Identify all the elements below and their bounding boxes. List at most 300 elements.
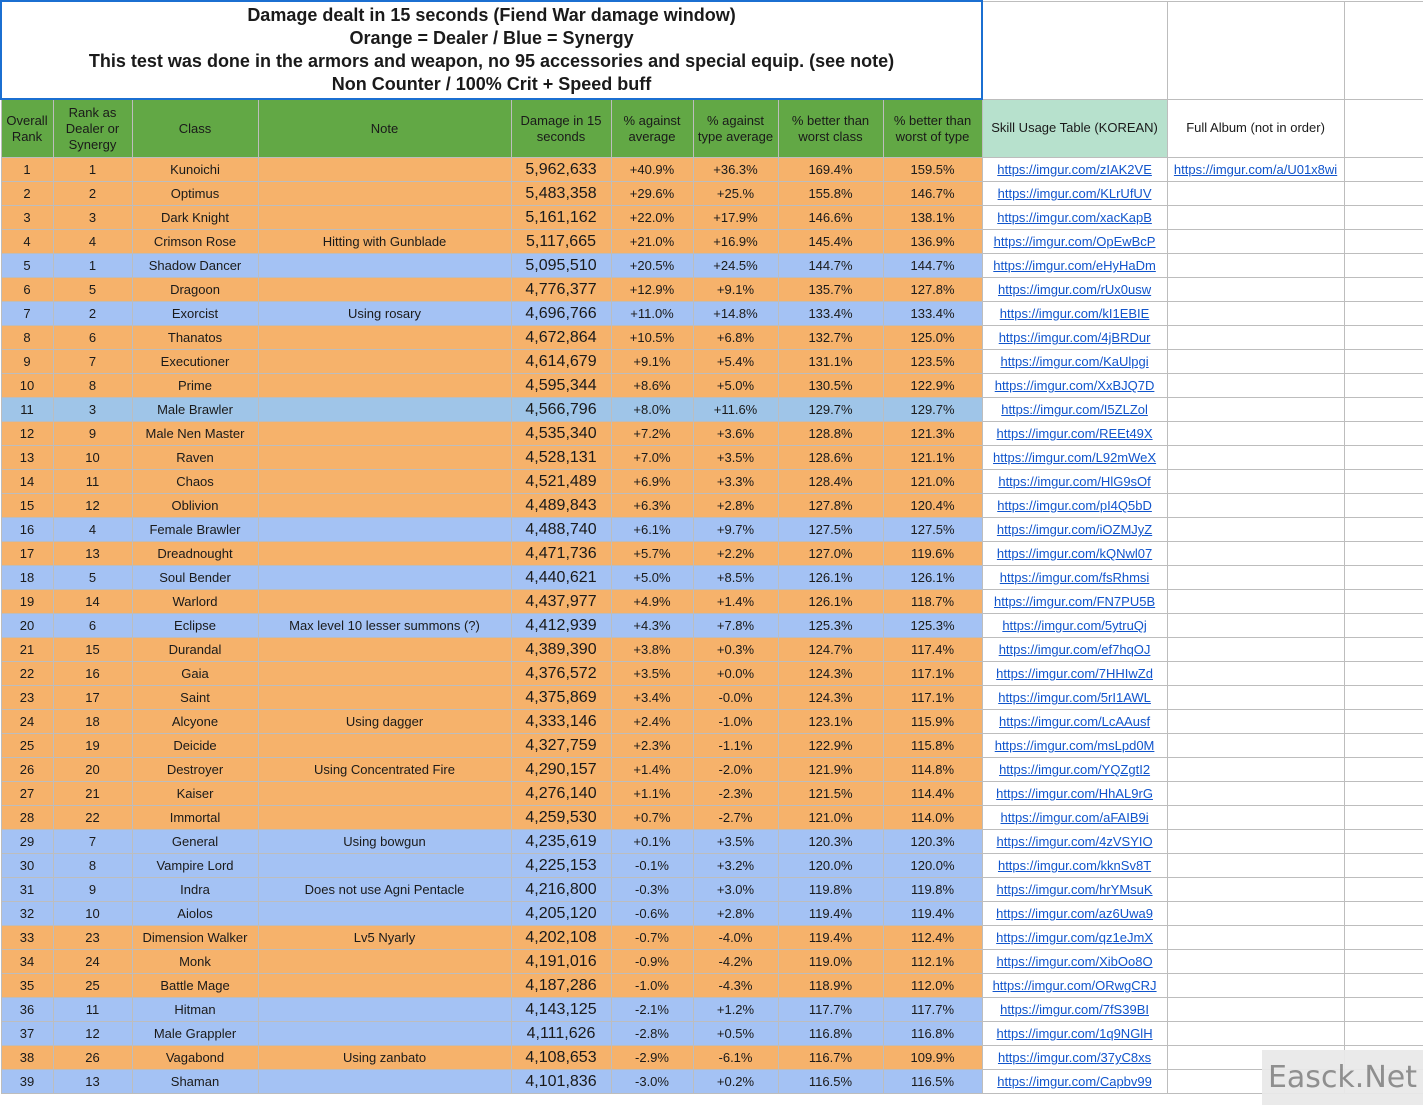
better-worst-class-cell[interactable]: 144.7% <box>778 254 883 278</box>
vs-type-average-cell[interactable]: +0.3% <box>693 638 778 662</box>
vs-average-cell[interactable]: -1.0% <box>611 974 693 998</box>
empty-cell[interactable] <box>1167 902 1344 926</box>
note-cell[interactable] <box>258 518 511 542</box>
type-rank-cell[interactable]: 9 <box>53 878 132 902</box>
type-rank-cell[interactable]: 1 <box>53 158 132 182</box>
type-rank-cell[interactable]: 18 <box>53 710 132 734</box>
better-worst-class-cell[interactable]: 119.4% <box>778 902 883 926</box>
class-cell[interactable]: Male Grappler <box>132 1022 258 1046</box>
overall-rank-cell[interactable]: 34 <box>1 950 53 974</box>
empty-cell[interactable] <box>1344 206 1423 230</box>
vs-type-average-cell[interactable]: -2.3% <box>693 782 778 806</box>
title-cell[interactable] <box>1 1 982 99</box>
skill-table-link-cell[interactable] <box>982 182 1167 206</box>
skill-table-link[interactable]: https://imgur.com/msLpd0M <box>994 738 1155 753</box>
better-worst-class-cell[interactable]: 155.8% <box>778 182 883 206</box>
skill-table-link[interactable]: https://imgur.com/4zVSYIO <box>996 834 1153 849</box>
note-cell[interactable]: Hitting with Gunblade <box>258 230 511 254</box>
empty-cell[interactable] <box>1344 326 1423 350</box>
overall-rank-cell[interactable]: 8 <box>1 326 53 350</box>
type-rank-cell[interactable]: 2 <box>53 182 132 206</box>
note-cell[interactable] <box>258 566 511 590</box>
empty-cell[interactable] <box>1167 758 1344 782</box>
note-cell[interactable] <box>258 686 511 710</box>
empty-cell[interactable] <box>1344 470 1423 494</box>
class-cell[interactable]: Dark Knight <box>132 206 258 230</box>
damage-cell[interactable]: 4,327,759 <box>511 734 611 758</box>
better-worst-class-cell[interactable]: 128.6% <box>778 446 883 470</box>
overall-rank-cell[interactable]: 5 <box>1 254 53 278</box>
vs-average-cell[interactable]: +8.6% <box>611 374 693 398</box>
empty-cell[interactable] <box>1344 710 1423 734</box>
damage-cell[interactable]: 5,483,358 <box>511 182 611 206</box>
better-worst-class-cell[interactable]: 120.3% <box>778 830 883 854</box>
header-overall-rank[interactable]: Overall Rank <box>1 99 53 158</box>
class-cell[interactable]: Oblivion <box>132 494 258 518</box>
skill-table-link[interactable]: https://imgur.com/LcAAusf <box>999 714 1151 729</box>
vs-type-average-cell[interactable]: +2.8% <box>693 902 778 926</box>
empty-cell[interactable] <box>1344 950 1423 974</box>
better-worst-class-cell[interactable]: 117.7% <box>778 998 883 1022</box>
empty-cell[interactable] <box>1167 662 1344 686</box>
empty-cell[interactable] <box>1167 206 1344 230</box>
note-cell[interactable] <box>258 254 511 278</box>
better-worst-type-cell[interactable]: 109.9% <box>883 1046 982 1070</box>
empty-cell[interactable] <box>1167 1 1344 99</box>
better-worst-type-cell[interactable]: 125.3% <box>883 614 982 638</box>
skill-table-link-cell[interactable] <box>982 662 1167 686</box>
header-vs-average[interactable]: % against average <box>611 99 693 158</box>
note-cell[interactable] <box>258 470 511 494</box>
type-rank-cell[interactable]: 4 <box>53 230 132 254</box>
empty-cell[interactable] <box>1167 374 1344 398</box>
class-cell[interactable]: Warlord <box>132 590 258 614</box>
class-cell[interactable]: Vampire Lord <box>132 854 258 878</box>
overall-rank-cell[interactable]: 19 <box>1 590 53 614</box>
class-cell[interactable]: Optimus <box>132 182 258 206</box>
header-skill-table[interactable]: Skill Usage Table (KOREAN) <box>982 99 1167 158</box>
overall-rank-cell[interactable]: 27 <box>1 782 53 806</box>
empty-cell[interactable] <box>1167 830 1344 854</box>
better-worst-class-cell[interactable]: 130.5% <box>778 374 883 398</box>
vs-average-cell[interactable]: +29.6% <box>611 182 693 206</box>
type-rank-cell[interactable]: 7 <box>53 350 132 374</box>
overall-rank-cell[interactable]: 14 <box>1 470 53 494</box>
vs-type-average-cell[interactable]: +5.4% <box>693 350 778 374</box>
damage-cell[interactable]: 4,535,340 <box>511 422 611 446</box>
empty-cell[interactable] <box>1344 974 1423 998</box>
skill-table-link[interactable]: https://imgur.com/KLrUfUV <box>997 186 1152 201</box>
class-cell[interactable]: General <box>132 830 258 854</box>
empty-cell[interactable] <box>1344 854 1423 878</box>
vs-average-cell[interactable]: +1.1% <box>611 782 693 806</box>
better-worst-type-cell[interactable]: 119.4% <box>883 902 982 926</box>
skill-table-link-cell[interactable] <box>982 734 1167 758</box>
class-cell[interactable]: Female Brawler <box>132 518 258 542</box>
empty-cell[interactable] <box>1167 518 1344 542</box>
better-worst-type-cell[interactable]: 112.0% <box>883 974 982 998</box>
skill-table-link-cell[interactable] <box>982 158 1167 182</box>
type-rank-cell[interactable]: 12 <box>53 494 132 518</box>
type-rank-cell[interactable]: 8 <box>53 854 132 878</box>
skill-table-link[interactable]: https://imgur.com/kQNwl07 <box>996 546 1153 561</box>
vs-type-average-cell[interactable]: +9.1% <box>693 278 778 302</box>
vs-type-average-cell[interactable]: -1.1% <box>693 734 778 758</box>
skill-table-link-cell[interactable] <box>982 254 1167 278</box>
note-cell[interactable] <box>258 662 511 686</box>
note-cell[interactable] <box>258 998 511 1022</box>
type-rank-cell[interactable]: 12 <box>53 1022 132 1046</box>
skill-table-link-cell[interactable] <box>982 446 1167 470</box>
vs-type-average-cell[interactable]: -2.0% <box>693 758 778 782</box>
empty-cell[interactable] <box>1344 542 1423 566</box>
damage-cell[interactable]: 4,489,843 <box>511 494 611 518</box>
vs-average-cell[interactable]: +4.9% <box>611 590 693 614</box>
better-worst-class-cell[interactable]: 118.9% <box>778 974 883 998</box>
vs-type-average-cell[interactable]: +3.6% <box>693 422 778 446</box>
vs-type-average-cell[interactable]: +25.% <box>693 182 778 206</box>
vs-average-cell[interactable]: -2.9% <box>611 1046 693 1070</box>
better-worst-class-cell[interactable]: 119.8% <box>778 878 883 902</box>
skill-table-link-cell[interactable] <box>982 830 1167 854</box>
type-rank-cell[interactable]: 4 <box>53 518 132 542</box>
better-worst-type-cell[interactable]: 121.3% <box>883 422 982 446</box>
empty-cell[interactable] <box>1344 302 1423 326</box>
better-worst-type-cell[interactable]: 127.8% <box>883 278 982 302</box>
skill-table-link[interactable]: https://imgur.com/eHyHaDm <box>993 258 1156 273</box>
empty-cell[interactable] <box>1167 326 1344 350</box>
vs-average-cell[interactable]: +5.0% <box>611 566 693 590</box>
empty-cell[interactable] <box>1167 614 1344 638</box>
skill-table-link-cell[interactable] <box>982 590 1167 614</box>
skill-table-link[interactable]: https://imgur.com/ORwgCRJ <box>992 978 1157 993</box>
skill-table-link-cell[interactable] <box>982 230 1167 254</box>
damage-cell[interactable]: 4,440,621 <box>511 566 611 590</box>
overall-rank-cell[interactable]: 7 <box>1 302 53 326</box>
type-rank-cell[interactable]: 11 <box>53 470 132 494</box>
better-worst-type-cell[interactable]: 127.5% <box>883 518 982 542</box>
note-cell[interactable] <box>258 422 511 446</box>
class-cell[interactable]: Prime <box>132 374 258 398</box>
skill-table-link-cell[interactable] <box>982 926 1167 950</box>
type-rank-cell[interactable]: 2 <box>53 302 132 326</box>
vs-type-average-cell[interactable]: +1.2% <box>693 998 778 1022</box>
better-worst-type-cell[interactable]: 129.7% <box>883 398 982 422</box>
skill-table-link[interactable]: https://imgur.com/kI1EBIE <box>999 306 1150 321</box>
vs-average-cell[interactable]: +40.9% <box>611 158 693 182</box>
empty-cell[interactable] <box>1167 182 1344 206</box>
damage-cell[interactable]: 4,471,736 <box>511 542 611 566</box>
note-cell[interactable]: Using Concentrated Fire <box>258 758 511 782</box>
better-worst-class-cell[interactable]: 129.7% <box>778 398 883 422</box>
better-worst-class-cell[interactable]: 126.1% <box>778 590 883 614</box>
better-worst-class-cell[interactable]: 116.7% <box>778 1046 883 1070</box>
header-note[interactable]: Note <box>258 99 511 158</box>
skill-table-link-cell[interactable] <box>982 542 1167 566</box>
empty-cell[interactable] <box>1167 446 1344 470</box>
empty-cell[interactable] <box>1167 422 1344 446</box>
overall-rank-cell[interactable]: 20 <box>1 614 53 638</box>
vs-average-cell[interactable]: +0.7% <box>611 806 693 830</box>
skill-table-link-cell[interactable] <box>982 806 1167 830</box>
better-worst-class-cell[interactable]: 128.4% <box>778 470 883 494</box>
empty-cell[interactable] <box>1344 446 1423 470</box>
empty-cell[interactable] <box>1344 230 1423 254</box>
note-cell[interactable]: Using bowgun <box>258 830 511 854</box>
type-rank-cell[interactable]: 6 <box>53 326 132 350</box>
note-cell[interactable] <box>258 1070 511 1094</box>
better-worst-type-cell[interactable]: 120.3% <box>883 830 982 854</box>
empty-cell[interactable] <box>1344 782 1423 806</box>
vs-type-average-cell[interactable]: +14.8% <box>693 302 778 326</box>
class-cell[interactable]: Hitman <box>132 998 258 1022</box>
damage-cell[interactable]: 4,595,344 <box>511 374 611 398</box>
empty-cell[interactable] <box>1167 710 1344 734</box>
damage-cell[interactable]: 4,488,740 <box>511 518 611 542</box>
skill-table-link-cell[interactable] <box>982 206 1167 230</box>
class-cell[interactable]: Chaos <box>132 470 258 494</box>
empty-cell[interactable] <box>1344 158 1423 182</box>
empty-cell[interactable] <box>1167 854 1344 878</box>
better-worst-type-cell[interactable]: 112.1% <box>883 950 982 974</box>
vs-average-cell[interactable]: -0.3% <box>611 878 693 902</box>
class-cell[interactable]: Durandal <box>132 638 258 662</box>
class-cell[interactable]: Soul Bender <box>132 566 258 590</box>
vs-average-cell[interactable]: +6.1% <box>611 518 693 542</box>
overall-rank-cell[interactable]: 2 <box>1 182 53 206</box>
skill-table-link-cell[interactable] <box>982 422 1167 446</box>
skill-table-link-cell[interactable] <box>982 1046 1167 1070</box>
overall-rank-cell[interactable]: 25 <box>1 734 53 758</box>
empty-cell[interactable] <box>1344 758 1423 782</box>
better-worst-class-cell[interactable]: 123.1% <box>778 710 883 734</box>
empty-cell[interactable] <box>1344 638 1423 662</box>
damage-cell[interactable]: 4,696,766 <box>511 302 611 326</box>
vs-average-cell[interactable]: +10.5% <box>611 326 693 350</box>
skill-table-link[interactable]: https://imgur.com/YQZgtI2 <box>999 762 1151 777</box>
header-vs-type-average[interactable]: % against type average <box>693 99 778 158</box>
empty-cell[interactable] <box>1167 950 1344 974</box>
vs-average-cell[interactable]: +0.1% <box>611 830 693 854</box>
better-worst-class-cell[interactable]: 119.0% <box>778 950 883 974</box>
empty-cell[interactable] <box>1167 278 1344 302</box>
note-cell[interactable]: Does not use Agni Pentacle <box>258 878 511 902</box>
class-cell[interactable]: Kunoichi <box>132 158 258 182</box>
type-rank-cell[interactable]: 21 <box>53 782 132 806</box>
note-cell[interactable] <box>258 374 511 398</box>
damage-cell[interactable]: 4,614,679 <box>511 350 611 374</box>
vs-average-cell[interactable]: +3.4% <box>611 686 693 710</box>
better-worst-class-cell[interactable]: 125.3% <box>778 614 883 638</box>
better-worst-type-cell[interactable]: 115.9% <box>883 710 982 734</box>
damage-cell[interactable]: 4,389,390 <box>511 638 611 662</box>
better-worst-type-cell[interactable]: 123.5% <box>883 350 982 374</box>
type-rank-cell[interactable]: 13 <box>53 1070 132 1094</box>
note-cell[interactable] <box>258 326 511 350</box>
better-worst-class-cell[interactable]: 119.4% <box>778 926 883 950</box>
vs-average-cell[interactable]: -0.9% <box>611 950 693 974</box>
note-cell[interactable] <box>258 974 511 998</box>
vs-type-average-cell[interactable]: +7.8% <box>693 614 778 638</box>
better-worst-type-cell[interactable]: 116.8% <box>883 1022 982 1046</box>
skill-table-link[interactable]: https://imgur.com/kknSv8T <box>997 858 1152 873</box>
skill-table-link[interactable]: https://imgur.com/37yC8xs <box>997 1050 1152 1065</box>
damage-cell[interactable]: 4,375,869 <box>511 686 611 710</box>
empty-cell[interactable] <box>1344 998 1423 1022</box>
overall-rank-cell[interactable]: 4 <box>1 230 53 254</box>
class-cell[interactable]: Alcyone <box>132 710 258 734</box>
skill-table-link[interactable]: https://imgur.com/HlG9sOf <box>998 474 1151 489</box>
damage-cell[interactable]: 4,205,120 <box>511 902 611 926</box>
overall-rank-cell[interactable]: 13 <box>1 446 53 470</box>
album-link-cell[interactable] <box>1167 158 1344 182</box>
damage-cell[interactable]: 4,202,108 <box>511 926 611 950</box>
overall-rank-cell[interactable]: 37 <box>1 1022 53 1046</box>
vs-average-cell[interactable]: -2.1% <box>611 998 693 1022</box>
empty-cell[interactable] <box>982 1 1167 99</box>
note-cell[interactable] <box>258 590 511 614</box>
better-worst-type-cell[interactable]: 121.1% <box>883 446 982 470</box>
note-cell[interactable]: Using dagger <box>258 710 511 734</box>
skill-table-link[interactable]: https://imgur.com/hrYMsuK <box>996 882 1153 897</box>
vs-average-cell[interactable]: +21.0% <box>611 230 693 254</box>
empty-cell[interactable] <box>1344 278 1423 302</box>
damage-cell[interactable]: 4,333,146 <box>511 710 611 734</box>
overall-rank-cell[interactable]: 36 <box>1 998 53 1022</box>
damage-cell[interactable]: 5,161,162 <box>511 206 611 230</box>
type-rank-cell[interactable]: 3 <box>53 206 132 230</box>
empty-cell[interactable] <box>1167 350 1344 374</box>
damage-cell[interactable]: 4,191,016 <box>511 950 611 974</box>
class-cell[interactable]: Aiolos <box>132 902 258 926</box>
skill-table-link-cell[interactable] <box>982 950 1167 974</box>
vs-type-average-cell[interactable]: +3.5% <box>693 446 778 470</box>
type-rank-cell[interactable]: 20 <box>53 758 132 782</box>
empty-cell[interactable] <box>1344 590 1423 614</box>
empty-cell[interactable] <box>1344 1 1423 99</box>
empty-cell[interactable] <box>1344 902 1423 926</box>
better-worst-class-cell[interactable]: 127.5% <box>778 518 883 542</box>
better-worst-class-cell[interactable]: 132.7% <box>778 326 883 350</box>
empty-cell[interactable] <box>1167 806 1344 830</box>
class-cell[interactable]: Gaia <box>132 662 258 686</box>
header-rank-type[interactable]: Rank as Dealer or Synergy <box>53 99 132 158</box>
overall-rank-cell[interactable]: 6 <box>1 278 53 302</box>
vs-average-cell[interactable]: +12.9% <box>611 278 693 302</box>
overall-rank-cell[interactable]: 3 <box>1 206 53 230</box>
empty-cell[interactable] <box>1344 806 1423 830</box>
class-cell[interactable]: Kaiser <box>132 782 258 806</box>
class-cell[interactable]: Dragoon <box>132 278 258 302</box>
empty-cell[interactable] <box>1344 662 1423 686</box>
better-worst-type-cell[interactable]: 116.5% <box>883 1070 982 1094</box>
vs-average-cell[interactable]: -0.7% <box>611 926 693 950</box>
better-worst-type-cell[interactable]: 119.8% <box>883 878 982 902</box>
skill-table-link[interactable]: https://imgur.com/OpEwBcP <box>993 234 1156 249</box>
skill-table-link[interactable]: https://imgur.com/Capbv99 <box>997 1074 1152 1089</box>
overall-rank-cell[interactable]: 39 <box>1 1070 53 1094</box>
better-worst-type-cell[interactable]: 118.7% <box>883 590 982 614</box>
empty-cell[interactable] <box>1344 518 1423 542</box>
damage-cell[interactable]: 4,143,125 <box>511 998 611 1022</box>
vs-type-average-cell[interactable]: +17.9% <box>693 206 778 230</box>
skill-table-link-cell[interactable] <box>982 566 1167 590</box>
skill-table-link[interactable]: https://imgur.com/FN7PU5B <box>994 594 1156 609</box>
overall-rank-cell[interactable]: 30 <box>1 854 53 878</box>
better-worst-type-cell[interactable]: 117.1% <box>883 662 982 686</box>
header-better-worst-type[interactable]: % better than worst of type <box>883 99 982 158</box>
type-rank-cell[interactable]: 16 <box>53 662 132 686</box>
vs-type-average-cell[interactable]: -2.7% <box>693 806 778 830</box>
class-cell[interactable]: Shaman <box>132 1070 258 1094</box>
empty-cell[interactable] <box>1167 590 1344 614</box>
empty-cell[interactable] <box>1344 254 1423 278</box>
better-worst-type-cell[interactable]: 136.9% <box>883 230 982 254</box>
skill-table-link-cell[interactable] <box>982 854 1167 878</box>
empty-cell[interactable] <box>1167 878 1344 902</box>
empty-cell[interactable] <box>1344 830 1423 854</box>
type-rank-cell[interactable]: 19 <box>53 734 132 758</box>
damage-cell[interactable]: 4,412,939 <box>511 614 611 638</box>
type-rank-cell[interactable]: 5 <box>53 566 132 590</box>
skill-table-link[interactable]: https://imgur.com/az6Uwa9 <box>996 906 1153 921</box>
overall-rank-cell[interactable]: 32 <box>1 902 53 926</box>
skill-table-link[interactable]: https://imgur.com/HhAL9rG <box>996 786 1153 801</box>
overall-rank-cell[interactable]: 31 <box>1 878 53 902</box>
empty-cell[interactable] <box>1344 182 1423 206</box>
type-rank-cell[interactable]: 24 <box>53 950 132 974</box>
type-rank-cell[interactable]: 8 <box>53 374 132 398</box>
damage-cell[interactable]: 5,962,633 <box>511 158 611 182</box>
header-class[interactable]: Class <box>132 99 258 158</box>
empty-cell[interactable] <box>1167 254 1344 278</box>
skill-table-link[interactable]: https://imgur.com/XibOo8O <box>996 954 1153 969</box>
damage-cell[interactable]: 5,095,510 <box>511 254 611 278</box>
note-cell[interactable] <box>258 158 511 182</box>
vs-type-average-cell[interactable]: -4.2% <box>693 950 778 974</box>
skill-table-link-cell[interactable] <box>982 278 1167 302</box>
overall-rank-cell[interactable]: 29 <box>1 830 53 854</box>
better-worst-type-cell[interactable]: 117.7% <box>883 998 982 1022</box>
better-worst-class-cell[interactable]: 120.0% <box>778 854 883 878</box>
empty-cell[interactable] <box>1344 374 1423 398</box>
damage-cell[interactable]: 4,108,653 <box>511 1046 611 1070</box>
damage-cell[interactable]: 5,117,665 <box>511 230 611 254</box>
skill-table-link-cell[interactable] <box>982 1070 1167 1094</box>
empty-cell[interactable] <box>1167 1022 1344 1046</box>
better-worst-class-cell[interactable]: 135.7% <box>778 278 883 302</box>
vs-average-cell[interactable]: +2.4% <box>611 710 693 734</box>
better-worst-type-cell[interactable]: 119.6% <box>883 542 982 566</box>
skill-table-link-cell[interactable] <box>982 398 1167 422</box>
vs-type-average-cell[interactable]: +2.8% <box>693 494 778 518</box>
vs-average-cell[interactable]: +20.5% <box>611 254 693 278</box>
skill-table-link-cell[interactable] <box>982 350 1167 374</box>
type-rank-cell[interactable]: 23 <box>53 926 132 950</box>
type-rank-cell[interactable]: 10 <box>53 902 132 926</box>
note-cell[interactable]: Using zanbato <box>258 1046 511 1070</box>
class-cell[interactable]: Male Nen Master <box>132 422 258 446</box>
vs-average-cell[interactable]: +7.2% <box>611 422 693 446</box>
vs-average-cell[interactable]: +3.8% <box>611 638 693 662</box>
damage-cell[interactable]: 4,672,864 <box>511 326 611 350</box>
overall-rank-cell[interactable]: 11 <box>1 398 53 422</box>
better-worst-type-cell[interactable]: 125.0% <box>883 326 982 350</box>
overall-rank-cell[interactable]: 1 <box>1 158 53 182</box>
vs-type-average-cell[interactable]: +1.4% <box>693 590 778 614</box>
empty-cell[interactable] <box>1344 350 1423 374</box>
damage-cell[interactable]: 4,290,157 <box>511 758 611 782</box>
